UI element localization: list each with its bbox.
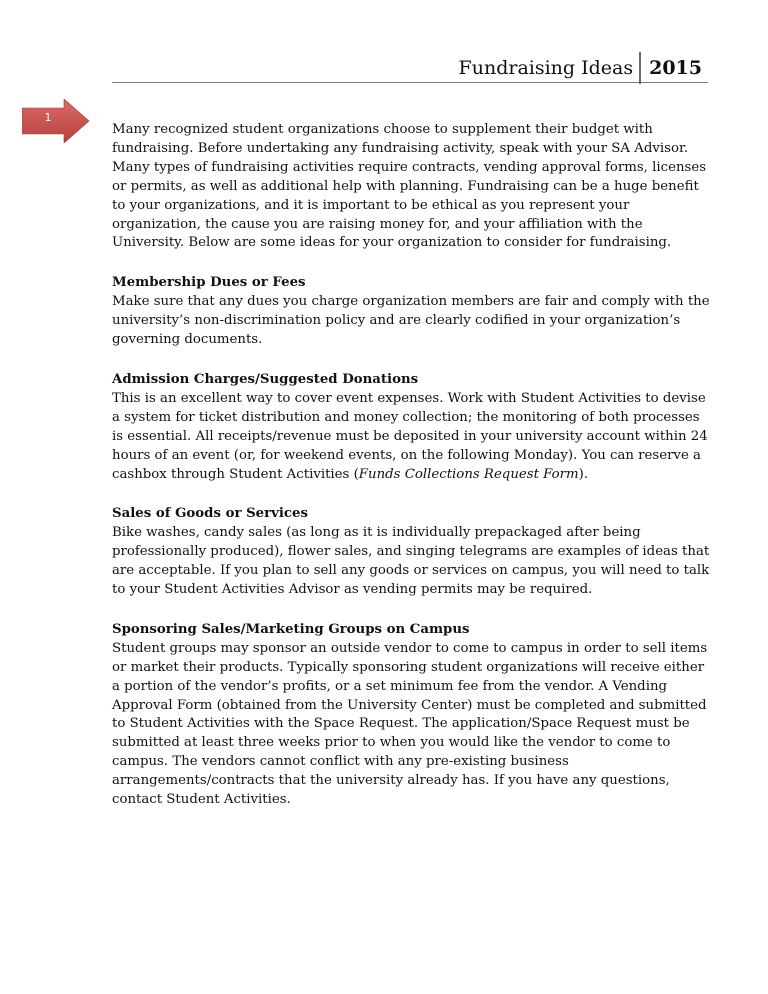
section-heading: Admission Charges/Suggested Donations <box>112 371 419 387</box>
section-sales-of-goods <box>112 505 712 600</box>
form-name: Funds Collections Request Form <box>358 466 579 482</box>
section-body <box>112 390 712 485</box>
section-body-end: ). <box>578 466 589 482</box>
document-year: 2015 <box>649 57 702 79</box>
section-body: Bike washes, candy sales (as long as it is individually prepackaged after being professionally produced), flower sales, and singing telegrams are examples of ideas that are acceptable. If you plan to sell any goods or services on campus, you will need to talk to your Student Activities Advisor as vending permits may be required. <box>112 525 710 598</box>
page-header <box>112 48 708 83</box>
section-heading: Membership Dues or Fees <box>112 275 306 291</box>
intro-paragraph: Many recognized student organizations choose to supplement their budget with fundraising. Before undertaking any fundraising activity, speak with your SA Advisor. Many types of fundraising activities require contracts, vending approval forms, licenses or permits, as well as additional help with planning. Fundraising can be a huge benefit to your organizations, and it is important to be ethical as you represent your organization, the cause you are raising money for, and your affiliation with the University. Below are some ideas for your organization to consider for fundraising. <box>112 122 707 251</box>
page-number: 1 <box>44 111 52 124</box>
section-heading: Sponsoring Sales/Marketing Groups on Campus <box>112 621 470 637</box>
section-admission-charges <box>112 371 712 484</box>
section-body-text: This is an excellent way to cover event expenses. Work with Student Activities to devise a system for ticket distribution and money collection; the monitoring of both processes is essential. All receipts/revenue must be deposited in your university account within 24 hours of an event (or, for weekend events, on the following Monday). You can reserve a cashbox through Student Activities ( <box>112 390 708 482</box>
section-heading: Sales of Goods or Services <box>112 506 308 522</box>
section-sponsoring-sales <box>112 621 712 810</box>
document-body <box>112 121 712 810</box>
section-body: Student groups may sponsor an outside vendor to come to campus in order to sell items or market their products. Typically sponsoring student organizations will receive either a portion of the vendor’s profits, or a set minimum fee from the vendor. A Vending Approval Form (obtained from the University Center) must be completed and submitted to Student Activities with the Space Request. The application/Space Request must be submitted at least three weeks prior to when you would like the vendor to come to campus. The vendors cannot conflict with any pre-existing business arrangements/contracts that the university already has. If you have any questions, contact Student Activities. <box>112 640 708 808</box>
document-title: Fundraising Ideas <box>458 57 634 79</box>
section-membership-dues <box>112 274 712 350</box>
header-content <box>459 51 708 79</box>
section-body: Make sure that any dues you charge organization members are fair and comply with the university’s non-discrimination policy and are clearly codified in your organization’s governing documents. <box>112 294 710 348</box>
